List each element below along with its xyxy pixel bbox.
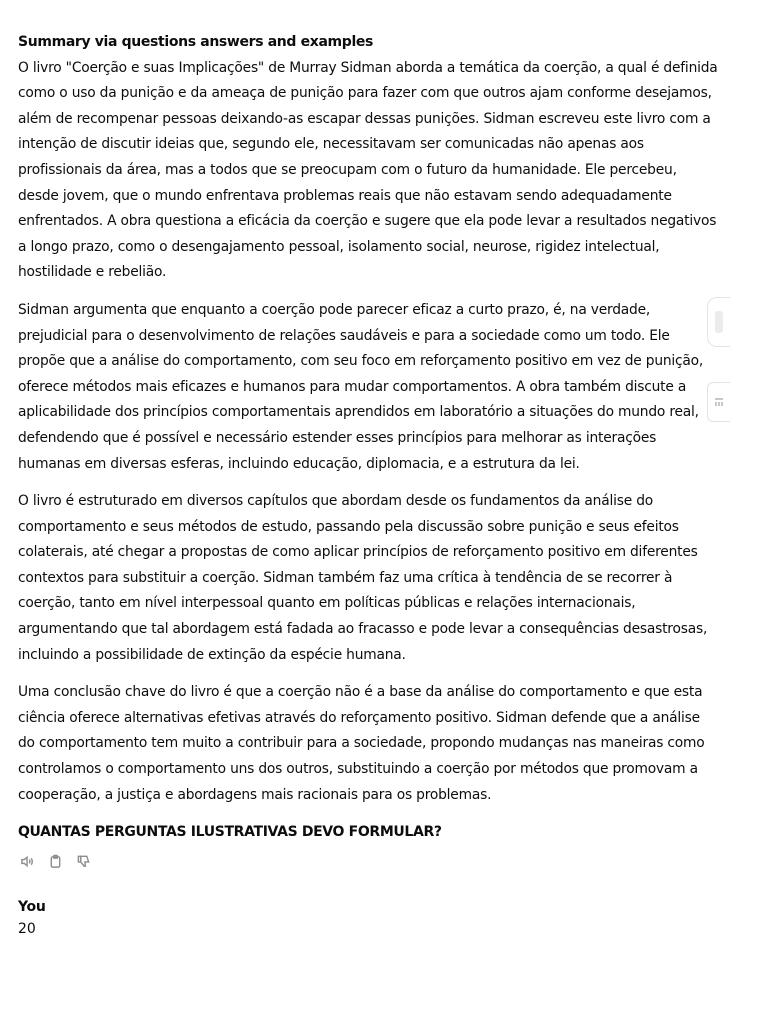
summary-paragraph-2: Sidman argumenta que enquanto a coerção pode parecer eficaz a curto prazo, é, na verdade, prejudicial para o desenvolvimento de relações saudáveis e para a sociedade como um todo. Ele propõe que a análise do comportamento, com seu foco em reforçamento positivo em vez de punição, oferece métodos mais eficazes e humanos para mudar comportamentos. A obra também discute a aplicabilidade dos princípios comportamentais aprendidos em laboratório a situações do mundo real, defendendo que é possível e necessário estender esses princípios para melhorar as interações humanas em diversas esferas, incluindo educação, diplomacia, e a estrutura da lei.	[18, 301, 704, 472]
assistant-message	[18, 30, 718, 872]
outline-panel-tab[interactable]	[707, 382, 730, 422]
list-icon	[713, 396, 725, 408]
user-message-text: 20	[18, 920, 36, 937]
clipboard-icon[interactable]	[46, 853, 64, 871]
user-author-label: You	[18, 898, 46, 915]
question-heading: QUANTAS PERGUNTAS ILUSTRATIVAS DEVO FORMULAR?	[18, 824, 442, 841]
thumbs-down-icon[interactable]	[74, 853, 92, 871]
summary-paragraph-4: Uma conclusão chave do livro é que a coerção não é a base da análise do comportamento e que esta ciência oferece alternativas efetivas através do reforçamento positivo. Sidman defende que a análise do comportamento tem muito a contribuir para a sociedade, propondo mudanças nas maneiras como controlamos o comportamento uns dos outros, substituindo a coerção por métodos que promovam a cooperação, a justiça e abordagens mais racionais para os problemas.	[18, 684, 705, 803]
scroll-knob	[715, 311, 723, 333]
summary-paragraph-1: O livro "Coerção e suas Implicações" de Murray Sidman aborda a temática da coerção, a qual é definida como o uso da punição e da ameaça de punição para fazer com que outros ajam conforme desejamos, além de recompenar pessoas deixando-as escapar dessas punições. Sidman escreveu este livro com a intenção de discutir ideias que, segundo ele, necessitavam ser comunicadas não apenas aos profissionais da área, mas a todos que se preocupam com o futuro da humanidade. Ele percebeu, desde jovem, que o mundo enfrentava problemas reais que não estavam sendo adequadamente enfrentados. A obra questiona a eficácia da coerção e sugere que ela pode levar a resultados negativos a longo prazo, como o desengajamento pessoal, isolamento social, neurose, rigidez intelectual, hostilidade e rebelião.	[18, 59, 718, 281]
message-actions	[18, 852, 718, 872]
summary-heading: Summary via questions answers and examples	[18, 34, 374, 50]
speaker-icon[interactable]	[18, 853, 36, 871]
conversation	[18, 30, 718, 940]
user-message	[18, 896, 718, 940]
summary-paragraph-3: O livro é estruturado em diversos capítulos que abordam desde os fundamentos da análise do comportamento e seus métodos de estudo, passando pela discussão sobre punição e seus efeitos colaterais, até chegar a propostas de como aplicar princípios de reforçamento positivo em diferentes contextos para substituir a coerção. Sidman também faz uma crítica à tendência de se recorrer à coerção, tanto em nível interpessoal quanto em políticas públicas e relações internacionais, argumentando que tal abordagem está fadada ao fracasso e pode levar a consequências desastrosas, incluindo a possibilidade de extinção da espécie humana.	[18, 493, 708, 663]
scroll-handle-tab[interactable]	[707, 297, 730, 347]
